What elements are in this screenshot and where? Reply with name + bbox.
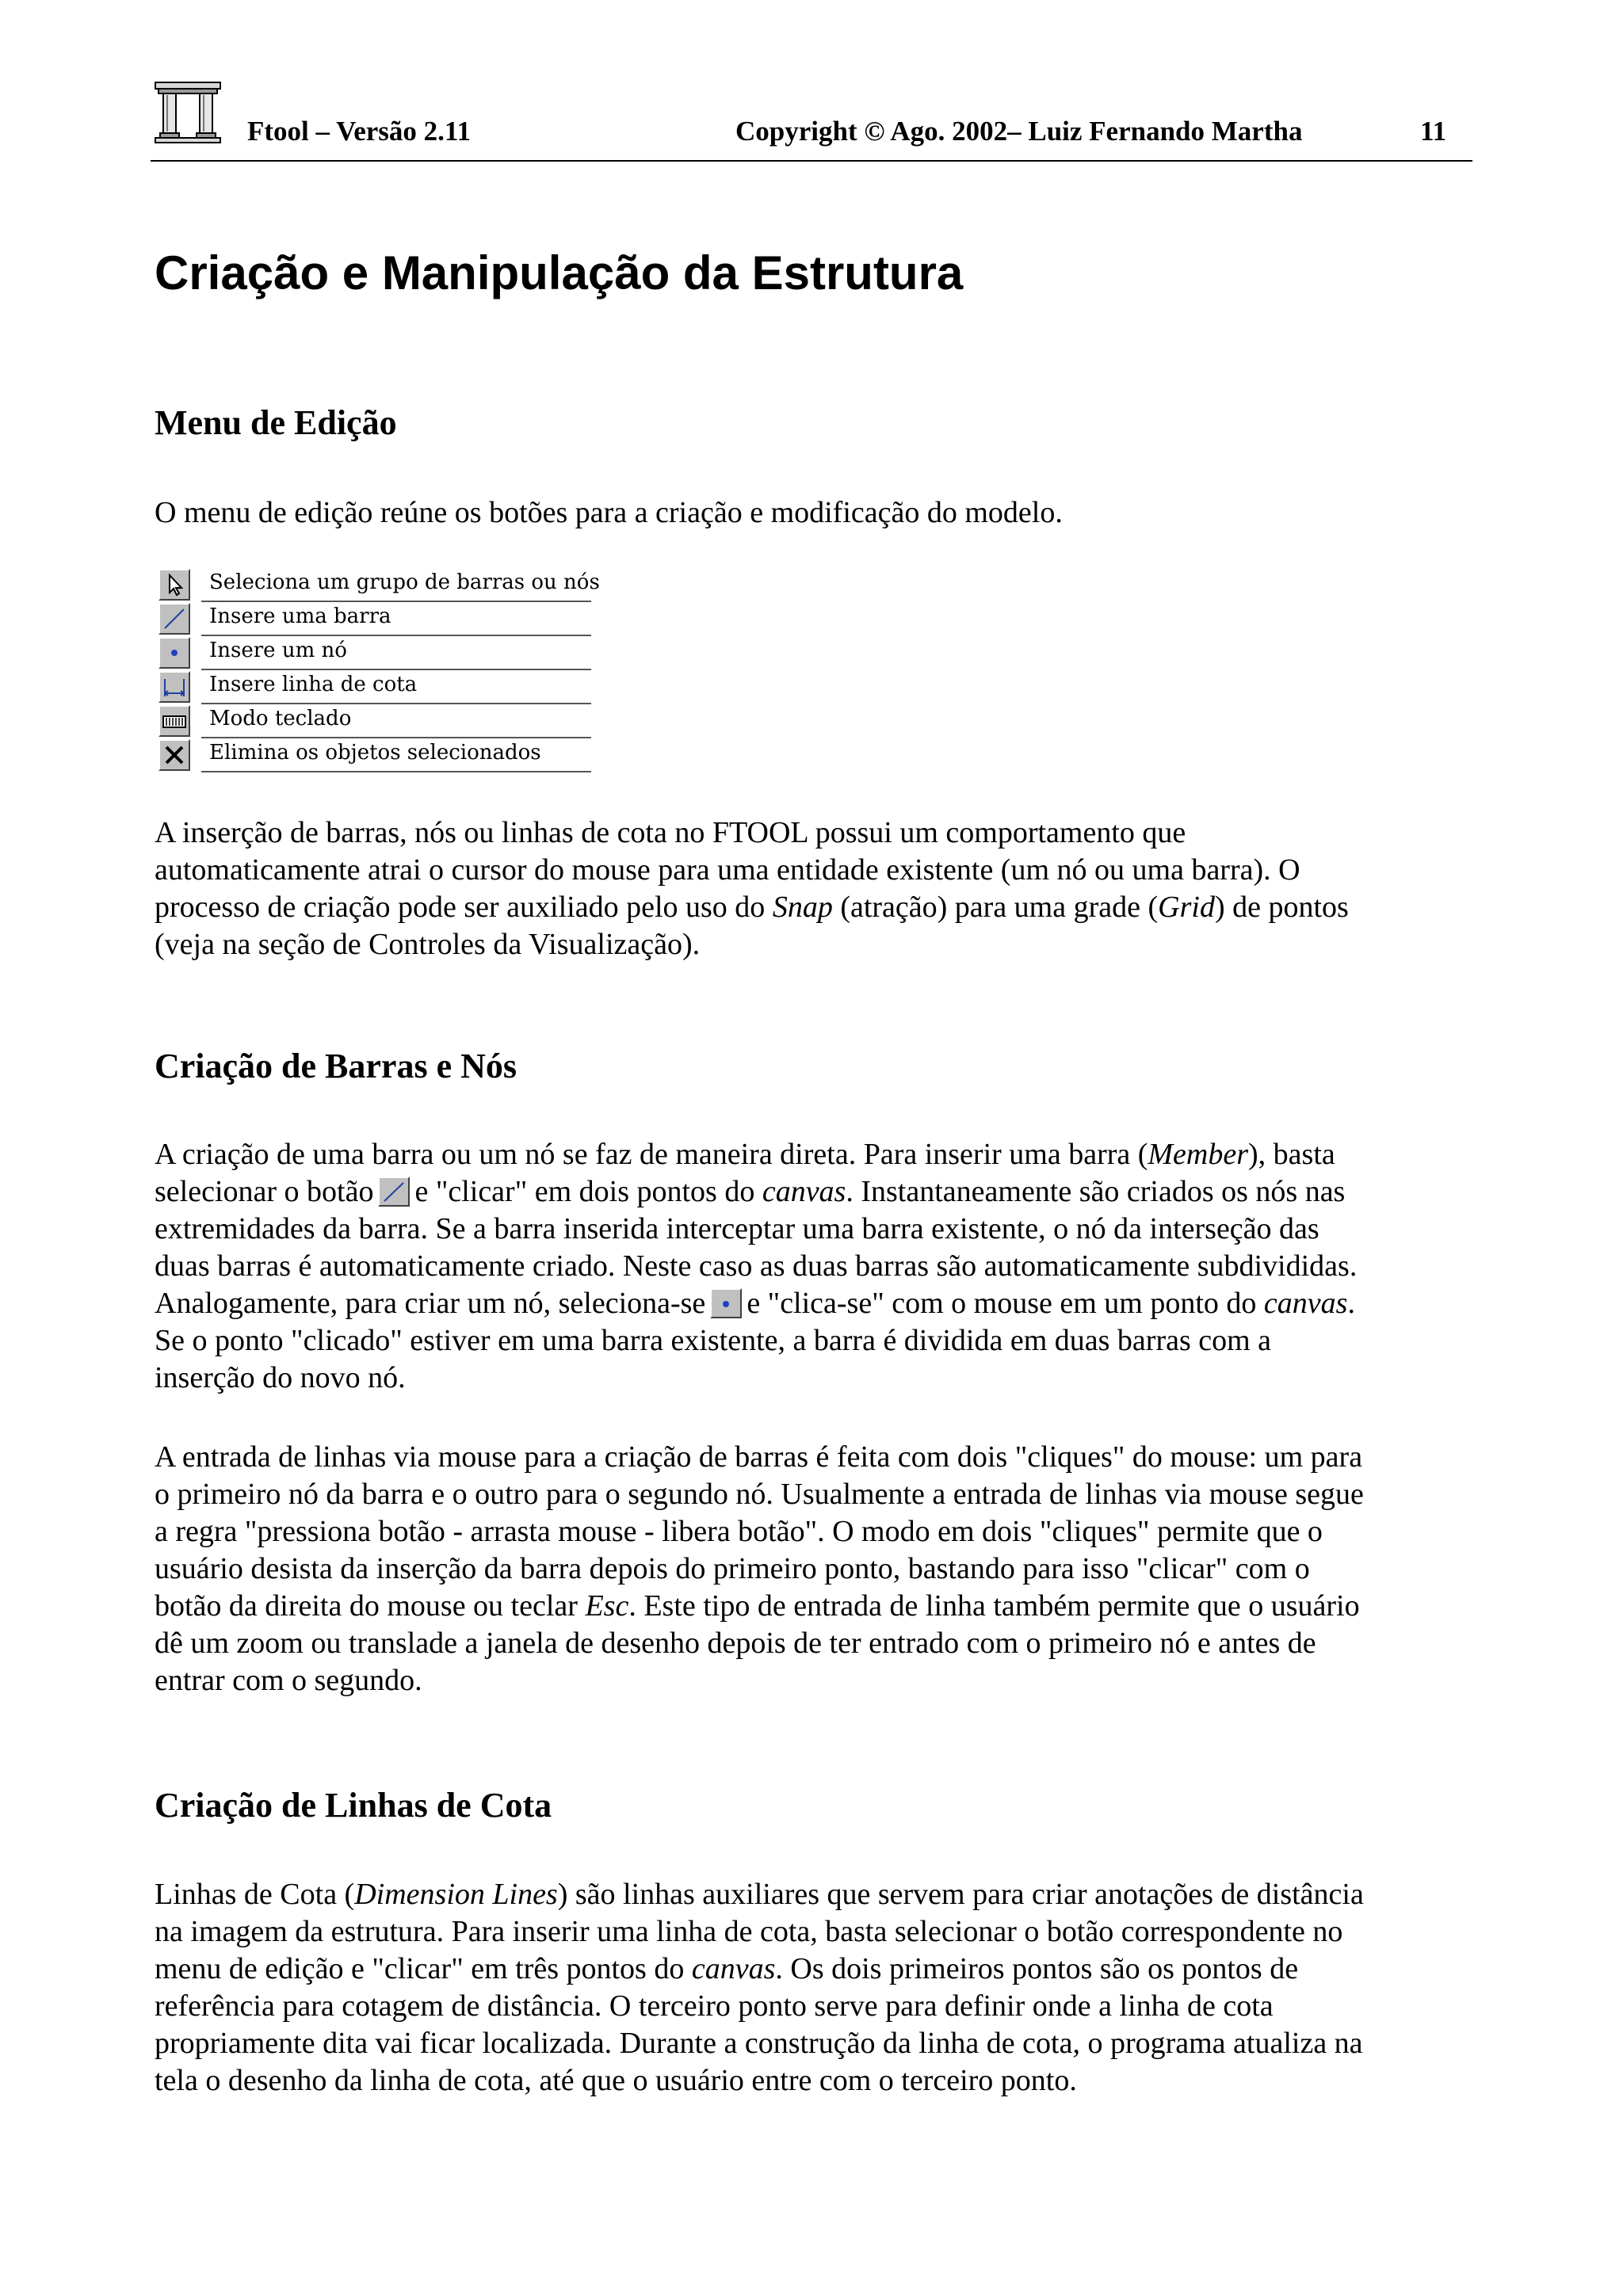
text-line: [155, 889, 1494, 926]
text-span: processo de criação pode ser auxiliado pelo uso do: [155, 891, 773, 924]
text-line: extremidades da barra. Se a barra inserida interceptar uma barra existente, o nó da interseção das: [155, 1212, 1319, 1245]
keyboard-icon: [160, 707, 189, 735]
section-heading-menu: Menu de Edição: [155, 403, 397, 442]
text-line: Se o ponto "clicado" estiver em uma barra existente, a barra é dividida em duas barras com a: [155, 1324, 1272, 1357]
dimension-line-icon: [160, 673, 189, 701]
text-line: [155, 1285, 1494, 1322]
text-span: Analogamente, para criar um nó, seleciona-se: [155, 1287, 706, 1320]
text-span: A criação de uma barra ou um nó se faz de maneira direta. Para inserir uma barra (: [155, 1138, 1148, 1171]
select-button[interactable]: [158, 569, 190, 601]
text-line: inserção do novo nó.: [155, 1361, 406, 1394]
text-line: usuário desista da inserção da barra depois do primeiro ponto, bastando para isso "clicar" com o: [155, 1552, 1310, 1585]
toolbar-divider: [201, 703, 591, 704]
bars-paragraph-2: [155, 1439, 1494, 1699]
text-span: .: [1347, 1287, 1355, 1320]
toolbar-divider: [201, 635, 591, 636]
text-span: selecionar o botão: [155, 1175, 374, 1208]
text-line: [155, 1173, 1494, 1211]
insert-node-icon: [712, 1291, 740, 1318]
text-line: automaticamente atrai o cursor do mouse para uma entidade existente (um nó ou uma barra). O: [155, 853, 1300, 887]
text-line: A entrada de linhas via mouse para a criação de barras é feita com dois "cliques" do mouse: um para: [155, 1440, 1363, 1474]
menu-intro-line: O menu de edição reúne os botões para a criação e modificação do modelo.: [155, 496, 1063, 529]
page-header: [151, 76, 1472, 163]
insert-bar-button[interactable]: [158, 603, 190, 635]
inline-insert-node-button: [710, 1288, 742, 1318]
toolbar-divider: [201, 737, 591, 738]
page-number: 11: [1420, 116, 1447, 147]
page-title: Criação e Manipulação da Estrutura: [155, 246, 964, 299]
text-line: [155, 1136, 1494, 1173]
text-span: . Instantaneamente são criados os nós nas: [846, 1175, 1346, 1208]
insert-bar-icon: [160, 605, 189, 633]
text-span: ), basta: [1248, 1138, 1335, 1171]
canvas-term: canvas: [691, 1952, 776, 1985]
menu-intro-paragraph: [155, 494, 1494, 532]
grid-term: Grid: [1158, 891, 1215, 924]
text-span: menu de edição e "clicar" em três pontos do: [155, 1952, 692, 1985]
text-span: ) são linhas auxiliares que servem para criar anotações de distância: [557, 1878, 1364, 1911]
dimension-paragraph: [155, 1876, 1494, 2100]
text-line: [155, 1951, 1494, 1988]
header-title: Ftool – Versão 2.11: [247, 116, 471, 147]
text-span: . Os dois primeiros pontos são os pontos de: [775, 1952, 1299, 1985]
delete-button[interactable]: [158, 739, 190, 771]
text-span: Linhas de Cota (: [155, 1878, 355, 1911]
toolbar-row-node: [158, 637, 602, 669]
select-arrow-icon: [160, 570, 189, 599]
member-term: Member: [1148, 1138, 1249, 1171]
text-line: duas barras é automaticamente criado. Neste caso as duas barras são automaticamente subdivididas.: [155, 1249, 1358, 1283]
toolbar-label: Seleciona um grupo de barras ou nós: [209, 570, 600, 594]
text-line: o primeiro nó da barra e o outro para o segundo nó. Usualmente a entrada de linhas via mouse segue: [155, 1478, 1364, 1511]
toolbar-label: Insere um nó: [209, 639, 347, 662]
insert-node-icon: [160, 639, 189, 667]
toolbar-label: Modo teclado: [209, 707, 352, 730]
edit-menu-toolbar: [158, 569, 602, 776]
toolbar-label: Insere linha de cota: [209, 673, 418, 696]
text-line: (veja na seção de Controles da Visualização).: [155, 928, 701, 961]
insert-dimension-button[interactable]: [158, 671, 190, 703]
toolbar-divider: [201, 601, 591, 602]
toolbar-divider: [201, 669, 591, 670]
text-line: na imagem da estrutura. Para inserir uma linha de cota, basta selecionar o botão correspondente no: [155, 1915, 1343, 1948]
text-line: dê um zoom ou translade a janela de desenho depois de ter entrado com o primeiro nó e antes de: [155, 1627, 1316, 1660]
toolbar-row-bar: [158, 603, 602, 635]
insert-bar-icon: [380, 1179, 408, 1206]
header-copyright: Copyright © Ago. 2002– Luiz Fernando Martha: [735, 116, 1303, 147]
toolbar-label: Insere uma barra: [209, 605, 391, 628]
text-span: (atração) para uma grade (: [832, 891, 1159, 924]
text-span: . Este tipo de entrada de linha também permite que o usuário: [628, 1589, 1360, 1623]
inline-insert-bar-button: [378, 1177, 410, 1207]
toolbar-divider: [201, 771, 591, 772]
section-heading-dimension: Criação de Linhas de Cota: [155, 1786, 552, 1825]
header-rule: [151, 160, 1472, 162]
section-heading-bars: Criação de Barras e Nós: [155, 1047, 517, 1085]
text-line: a regra "pressiona botão - arrasta mouse - libera botão". O modo em dois "cliques" permite que o: [155, 1515, 1323, 1548]
text-line: [155, 1876, 1494, 1913]
text-line: referência para cotagem de distância. O terceiro ponto serve para definir onde a linha de cota: [155, 1989, 1274, 2023]
snap-term: Snap: [772, 891, 833, 924]
dimension-lines-term: Dimension Lines: [354, 1878, 558, 1911]
text-span: botão da direita do mouse ou teclar: [155, 1589, 586, 1623]
esc-term: Esc: [585, 1589, 629, 1623]
delete-x-icon: [160, 741, 189, 769]
text-span: e "clica-se" com o mouse em um ponto do: [747, 1287, 1264, 1320]
canvas-term: canvas: [762, 1175, 846, 1208]
toolbar-label: Elimina os objetos selecionados: [209, 741, 541, 765]
bars-paragraph-1: [155, 1136, 1494, 1397]
canvas-term: canvas: [1263, 1287, 1348, 1320]
toolbar-row-select: [158, 569, 602, 601]
text-span: ) de pontos: [1214, 891, 1349, 924]
toolbar-row-dimension: [158, 671, 602, 703]
insert-node-button[interactable]: [158, 637, 190, 669]
text-line: A inserção de barras, nós ou linhas de cota no FTOOL possui um comportamento que: [155, 816, 1186, 849]
text-line: entrar com o segundo.: [155, 1664, 422, 1697]
column-logo-icon: [154, 81, 222, 144]
toolbar-row-delete: [158, 739, 602, 771]
keyboard-mode-button[interactable]: [158, 705, 190, 737]
text-line: propriamente dita vai ficar localizada. Durante a construção da linha de cota, o programa atualiza na: [155, 2027, 1363, 2060]
text-span: e "clicar" em dois pontos do: [414, 1175, 762, 1208]
text-line: [155, 1588, 1494, 1625]
text-line: tela o desenho da linha de cota, até que o usuário entre com o terceiro ponto.: [155, 2064, 1077, 2097]
toolbar-row-keyboard: [158, 705, 602, 737]
snap-paragraph: [155, 814, 1494, 963]
